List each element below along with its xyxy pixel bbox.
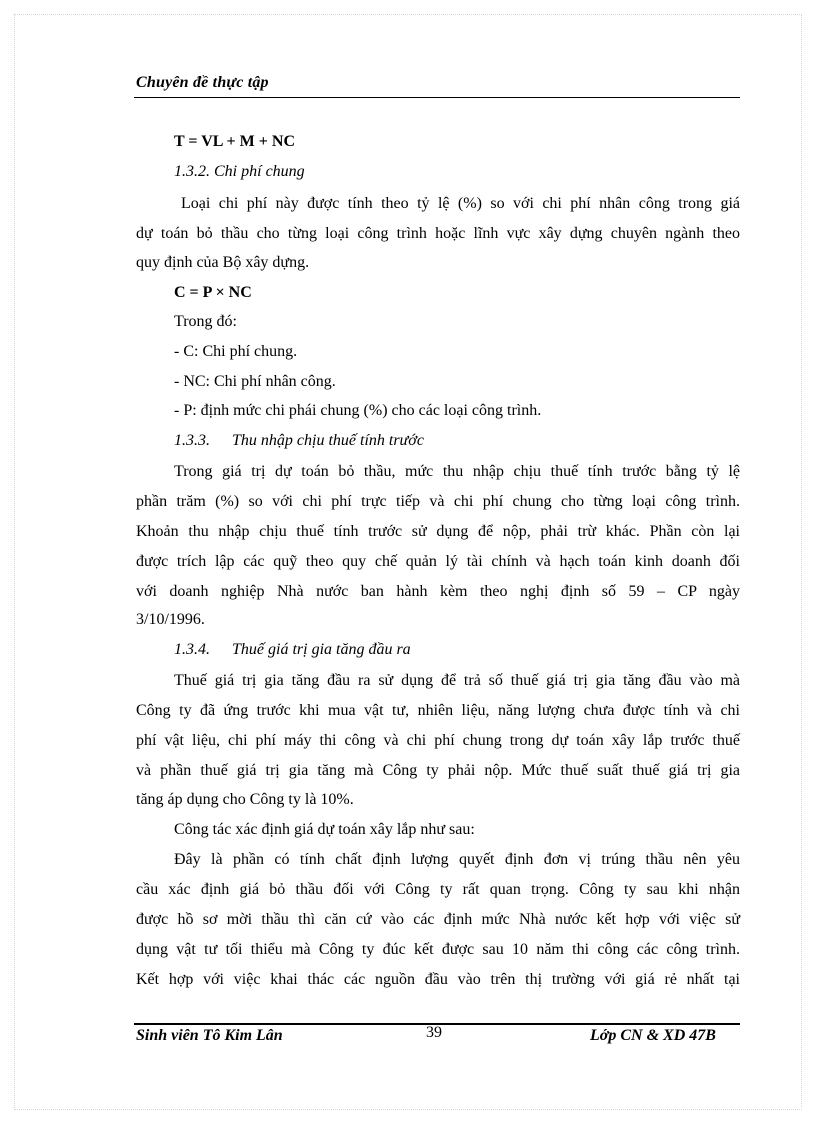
paragraph-line: Thuế giá trị gia tăng đầu ra sử dụng để trả số thuế giá trị gia tăng đầu vào mà xyxy=(174,672,740,689)
header-rule xyxy=(134,97,740,98)
list-item: - C: Chi phí chung. xyxy=(174,343,298,360)
section-heading-133 xyxy=(174,429,740,453)
paragraph-line: Khoản thu nhập chịu thuế tính trước sử dụng để nộp, phải trừ khác. Phần còn lại xyxy=(136,523,740,540)
paragraph-line: và phần thuế giá trị gia tăng mà Công ty phải nộp. Mức thuế suất thuế giá trị gia xyxy=(136,762,740,779)
paragraph-line: phần trăm (%) so với chi phí trực tiếp và chi phí chung cho từng loại công trình. xyxy=(136,493,740,510)
paragraph-line: 3/10/1996. xyxy=(136,611,205,628)
formula-t: T = VL + M + NC xyxy=(174,133,295,150)
paragraph-line: quy định của Bộ xây dựng. xyxy=(136,254,310,271)
running-header: Chuyên đề thực tập xyxy=(136,74,269,91)
paragraph-line: được trích lập các quỹ theo quy chế quản lý tài chính và hạch toán kinh doanh đối xyxy=(136,553,740,570)
paragraph-line: Trong giá trị dự toán bỏ thầu, mức thu nhập chịu thuế tính trước bằng tỷ lệ xyxy=(174,463,740,480)
footer-student: Sinh viên Tô Kim Lân xyxy=(136,1027,283,1044)
paragraph-line: cầu xác định giá bỏ thầu đối với Công ty rất quan trọng. Công ty sau khi nhận xyxy=(136,881,740,898)
formula-c: C = P × NC xyxy=(174,284,252,301)
paragraph-line: phí vật liệu, chi phí máy thi công và chi phí chung trong dự toán xây lắp trước thuế xyxy=(136,732,740,749)
section-heading-132: 1.3.2. Chi phí chung xyxy=(174,163,305,180)
paragraph-line: dụng vật tư tối thiểu mà Công ty đúc kết được sau 10 năm thi công các công trình. xyxy=(136,941,740,958)
list-item: - P: định mức chi phái chung (%) cho các loại công trình. xyxy=(174,402,542,419)
paragraph-line: Loại chi phí này được tính theo tỷ lệ (%) so với chi phí nhân công trong giá xyxy=(181,195,740,212)
paragraph-line: dự toán bỏ thầu cho từng loại công trình hoặc lĩnh vực xây dựng chuyên ngành theo xyxy=(136,225,740,242)
section-heading-134 xyxy=(174,638,740,662)
paragraph-line: Đây là phần có tính chất định lượng quyết định đơn vị trúng thầu nên yêu xyxy=(174,851,740,868)
footer-class: Lớp CN & XD 47B xyxy=(590,1027,716,1044)
page-number: 39 xyxy=(426,1024,442,1041)
paragraph-line: tăng áp dụng cho Công ty là 10%. xyxy=(136,791,354,808)
paragraph-line: Trong đó: xyxy=(174,313,237,330)
paragraph-line: được hồ sơ mời thầu thì căn cứ vào các định mức Nhà nước kết hợp với việc sử xyxy=(136,911,740,928)
heading-text: Thuế giá trị gia tăng đầu ra xyxy=(232,641,411,658)
paragraph-line: Công ty đã ứng trước khi mua vật tư, nhiên liệu, năng lượng chưa được tính và chi xyxy=(136,702,740,719)
paragraph-line: Kết hợp với việc khai thác các nguồn đầu vào trên thị trường với giá rẻ nhất tại xyxy=(136,971,740,988)
heading-number: 1.3.4. xyxy=(174,641,210,658)
paragraph-line: với doanh nghiệp Nhà nước ban hành kèm theo nghị định số 59 – CP ngày xyxy=(136,583,740,600)
list-item: - NC: Chi phí nhân công. xyxy=(174,373,336,390)
paragraph-line: Công tác xác định giá dự toán xây lắp như sau: xyxy=(174,821,475,838)
heading-number: 1.3.3. xyxy=(174,432,210,449)
heading-text: Thu nhập chịu thuế tính trước xyxy=(232,432,424,449)
